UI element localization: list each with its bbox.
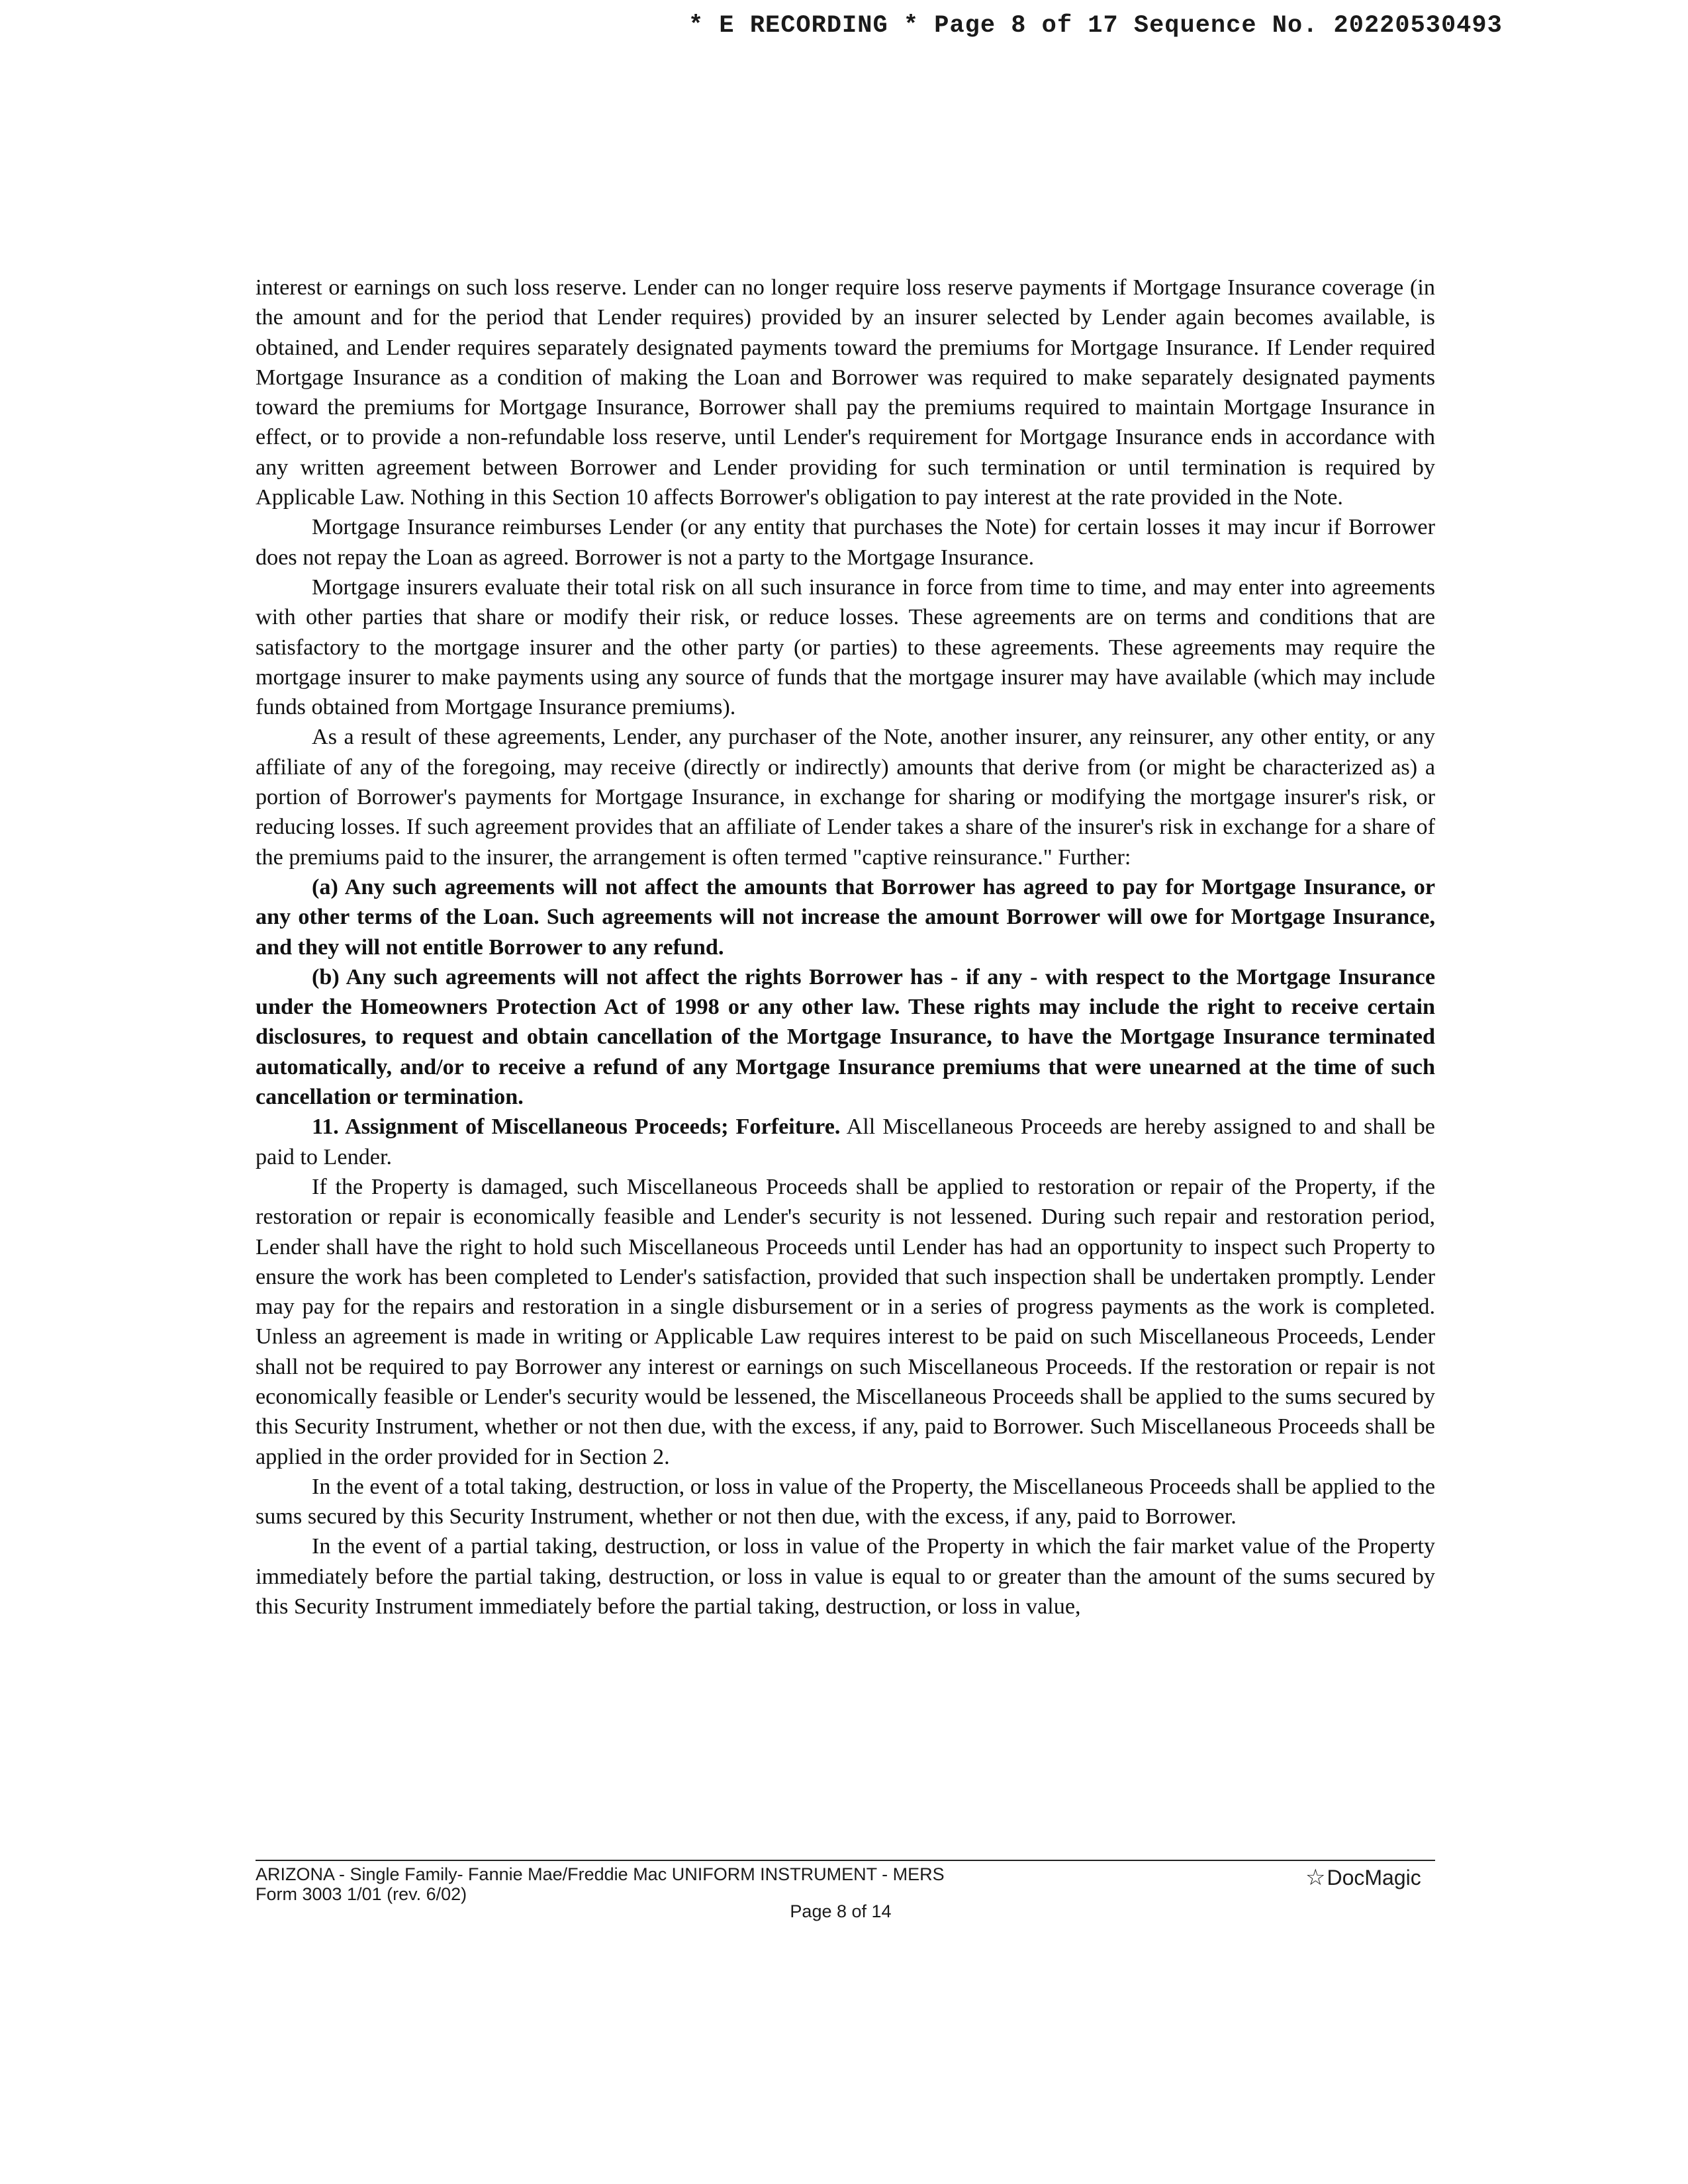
footer-divider: [256, 1860, 1435, 1861]
section-11-heading: 11. Assignment of Miscellaneous Proceeds; Forfeiture.: [312, 1115, 841, 1140]
paragraph-property-damaged: If the Property is damaged, such Miscellaneous Proceeds shall be applied to restoration or repair of the Property, if the restoration or repair is economically feasible and Lender's security is not lessened. During such repair and restoration period, Lender shall have the right to hold such Miscellaneous Proceeds until Lender has had an opportunity to inspect such Property to ensure the work has been completed to Lender's satisfaction, provided that such inspection shall be undertaken promptly. Lender may pay for the repairs and restoration in a single disbursement or in a series of progress payments as the work is completed. Unless an agreement is made in writing or Applicable Law requires interest to be paid on such Miscellaneous Proceeds, Lender shall not be required to pay Borrower any interest or earnings on such Miscellaneous Proceeds. If the restoration or repair is not economically feasible or Lender's security would be lessened, the Miscellaneous Proceeds shall be applied to the sums secured by this Security Instrument, whether or not then due, with the excess, if any, paid to Borrower. Such Miscellaneous Proceeds shall be applied in the order provided for in Section 2.: [256, 1174, 1435, 1469]
brand-name: DocMagic: [1327, 1866, 1421, 1889]
section-11-text: All Miscellaneous Proceeds are hereby assigned to and shall be paid to Lender.: [256, 1115, 1435, 1169]
footer-form-line2: Form 3003 1/01 (rev. 6/02): [256, 1884, 467, 1904]
star-icon: ☆: [1305, 1865, 1326, 1890]
paragraph-mi-reimburses: Mortgage Insurance reimburses Lender (or any entity that purchases the Note) for certain losses it may incur if Borrower does not repay the Loan as agreed. Borrower is not a party to the Mortgage Insurance.: [256, 515, 1435, 570]
recording-header: * E RECORDING * Page 8 of 17 Sequence No. 20220530493: [688, 12, 1503, 40]
paragraph-partial-taking: In the event of a partial taking, destruction, or loss in value of the Property in which the fair market value of the Property immediately before the partial taking, destruction, or loss in value is equal to or greater than the amount of the sums secured by this Security Instrument immediately before the partial taking, destruction, or loss in value,: [256, 1534, 1435, 1619]
footer-form-line1: ARIZONA - Single Family- Fannie Mae/Freddie Mac UNIFORM INSTRUMENT - MERS: [256, 1864, 945, 1884]
paragraph-total-taking: In the event of a total taking, destruction, or loss in value of the Property, the Miscellaneous Proceeds shall be applied to the sums secured by this Security Instrument, whether or not then due, with the excess, if any, paid to Borrower.: [256, 1474, 1435, 1529]
footer-brand: [1305, 1864, 1438, 1891]
clause-b: (b) Any such agreements will not affect the rights Borrower has - if any - with respect to the Mortgage Insurance under the Homeowners Protection Act of 1998 or any other law. These rights may include the right to receive certain disclosures, to request and obtain cancellation of the Mortgage Insurance, to have the Mortgage Insurance terminated automatically, and/or to receive a refund of any Mortgage Insurance premiums that were unearned at the time of such cancellation or termination.: [256, 964, 1435, 1110]
paragraph-captive-reinsurance: As a result of these agreements, Lender, any purchaser of the Note, another insurer, any reinsurer, any other entity, or any affiliate of any of the foregoing, may receive (directly or indirectly) amounts that derive from (or might be characterized as) a portion of Borrower's payments for Mortgage Insurance, in exchange for sharing or modifying the mortgage insurer's risk, or reducing losses. If such agreement provides that an affiliate of Lender takes a share of the insurer's risk in exchange for a share of the premiums paid to the insurer, the arrangement is often termed "captive reinsurance." Further:: [256, 725, 1435, 870]
section-11: [256, 1112, 1435, 1172]
footer-page-number: Page 8 of 14: [790, 1901, 892, 1921]
document-body: [256, 273, 1435, 1621]
paragraph-mortgage-insurers: Mortgage insurers evaluate their total risk on all such insurance in force from time to time, and may enter into agreements with other parties that share or modify their risk, or reduce losses. These agreements are on terms and conditions that are satisfactory to the mortgage insurer and the other party (or parties) to these agreements. These agreements may require the mortgage insurer to make payments using any source of funds that the mortgage insurer may have available (which may include funds obtained from Mortgage Insurance premiums).: [256, 574, 1435, 720]
clause-a: (a) Any such agreements will not affect the amounts that Borrower has agreed to pay for Mortgage Insurance, or any other terms of the Loan. Such agreements will not increase the amount Borrower will owe for Mortgage Insurance, and they will not entitle Borrower to any refund.: [256, 874, 1435, 960]
paragraph-loss-reserve: interest or earnings on such loss reserve. Lender can no longer require loss reserve payments if Mortgage Insurance coverage (in the amount and for the period that Lender requires) provided by an insurer selected by Lender again becomes available, is obtained, and Lender requires separately designated payments toward the premiums for Mortgage Insurance. If Lender required Mortgage Insurance as a condition of making the Loan and Borrower was required to make separately designated payments toward the premiums for Mortgage Insurance, Borrower shall pay the premiums required to maintain Mortgage Insurance in effect, or to provide a non-refundable loss reserve, until Lender's requirement for Mortgage Insurance ends in accordance with any written agreement between Borrower and Lender providing for such termination or until termination is required by Applicable Law. Nothing in this Section 10 affects Borrower's obligation to pay interest at the rate provided in the Note.: [256, 275, 1435, 510]
footer-form-info: [256, 1864, 1116, 1904]
